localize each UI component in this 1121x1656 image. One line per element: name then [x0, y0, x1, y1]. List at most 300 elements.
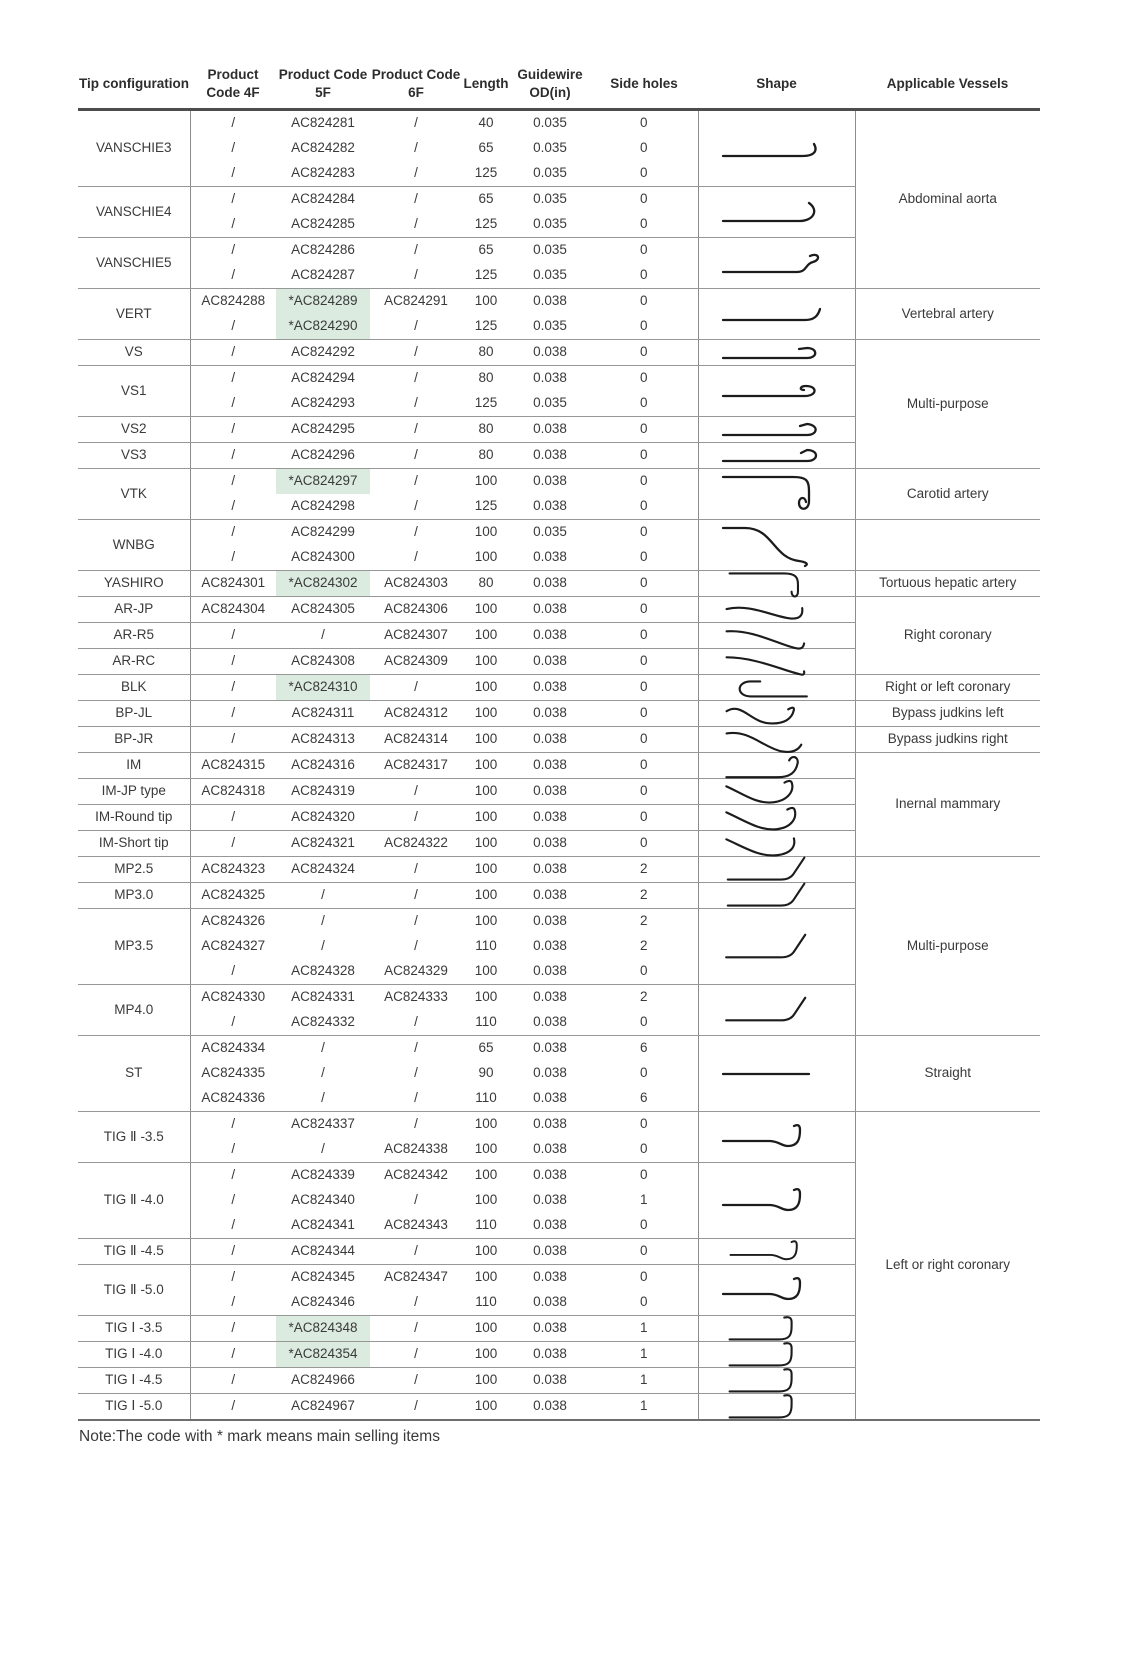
side-holes-cell: 0 — [590, 675, 698, 701]
side-holes-cell: 0 — [590, 340, 698, 366]
shape-cell — [698, 571, 855, 597]
shape-wnbg-icon — [714, 522, 840, 568]
code-5f-cell: *AC824354 — [276, 1342, 370, 1368]
table-row — [78, 597, 1040, 623]
shape-vs3-icon — [714, 445, 840, 467]
side-holes-cell: 0 — [639, 242, 648, 258]
tip-configuration-cell: VS1 — [78, 366, 190, 417]
table-row — [78, 753, 1040, 779]
length-cell: 100 — [474, 473, 498, 489]
side-holes-cell: 0 — [639, 473, 648, 489]
code-6f-cell: / — [370, 314, 462, 340]
applicable-vessels-cell: Vertebral artery — [855, 289, 1040, 340]
code-5f-cell: AC824331 — [291, 989, 355, 1005]
shape-arr5-icon — [714, 622, 840, 650]
shape-cell — [698, 753, 855, 779]
code-5f-cell: AC824340 — [291, 1192, 355, 1208]
shape-tig2-icon — [714, 1236, 840, 1267]
length-cell: 65 — [478, 1040, 494, 1056]
guidewire-od-cell: 0.038 — [533, 293, 567, 309]
shape-cell — [698, 1368, 855, 1394]
guidewire-od-cell: 0.038 — [533, 1269, 567, 1285]
tip-configuration-cell: AR-RC — [78, 649, 190, 675]
guidewire-od-cell: 0.038 — [510, 1368, 590, 1394]
tip-configuration-cell: TIG Ⅱ -3.5 — [78, 1112, 190, 1163]
shape-vs-icon — [714, 342, 840, 364]
side-holes-cell: 0 — [590, 545, 698, 571]
code-4f-cell: / — [190, 1137, 276, 1163]
code-5f-cell: AC824299 — [291, 524, 355, 540]
side-holes-cell: 0 — [590, 701, 698, 727]
code-4f-cell: / — [190, 340, 276, 366]
shape-vs1-icon — [714, 380, 840, 402]
guidewire-od-cell: 0.038 — [510, 1316, 590, 1342]
header-product-code-4f: Product Code 4F — [190, 64, 276, 110]
code-5f-cell: AC824320 — [276, 805, 370, 831]
code-4f-cell: / — [190, 1239, 276, 1265]
shape-yashiro-icon — [714, 568, 840, 599]
side-holes-cell: 1 — [590, 1316, 698, 1342]
code-6f-cell: / — [370, 545, 462, 571]
code-5f-cell: *AC824348 — [276, 1316, 370, 1342]
side-holes-cell: 0 — [590, 649, 698, 675]
tip-configuration-cell: VS3 — [78, 443, 190, 469]
code-4f-cell: / — [190, 649, 276, 675]
table-row — [78, 701, 1040, 727]
guidewire-od-cell: 0.038 — [510, 545, 590, 571]
guidewire-od-cell: 0.038 — [510, 649, 590, 675]
code-5f-cell: AC824341 — [276, 1213, 370, 1239]
tip-configuration-cell: VS — [78, 340, 190, 366]
side-holes-cell: 0 — [639, 140, 648, 156]
length-cell: 100 — [462, 779, 510, 805]
guidewire-od-cell: 0.038 — [533, 370, 567, 386]
code-6f-cell: / — [414, 473, 418, 489]
table-row — [78, 675, 1040, 701]
tip-configuration-cell: IM — [78, 753, 190, 779]
code-4f-cell: / — [190, 443, 276, 469]
code-4f-cell: AC824323 — [190, 857, 276, 883]
code-4f-cell: / — [190, 417, 276, 443]
guidewire-od-cell: 0.038 — [510, 701, 590, 727]
code-4f-cell: / — [231, 370, 236, 386]
code-5f-cell: AC824286 — [291, 242, 355, 258]
code-4f-cell: / — [190, 805, 276, 831]
side-holes-cell: 0 — [590, 779, 698, 805]
table-row — [78, 727, 1040, 753]
length-cell: 100 — [474, 524, 498, 540]
side-holes-cell: 0 — [639, 524, 648, 540]
length-cell: 125 — [462, 494, 510, 520]
code-5f-cell: AC824293 — [276, 391, 370, 417]
guidewire-od-cell: 0.038 — [533, 1167, 567, 1183]
shape-tig2-icon — [714, 1119, 840, 1155]
guidewire-od-cell: 0.038 — [533, 989, 567, 1005]
code-5f-cell: AC824324 — [276, 857, 370, 883]
side-holes-cell: 0 — [590, 494, 698, 520]
code-6f-cell: / — [414, 1040, 418, 1056]
length-cell: 110 — [462, 1010, 510, 1036]
code-6f-cell: / — [370, 340, 462, 366]
code-5f-cell: *AC824297 — [276, 469, 370, 495]
length-cell: 100 — [462, 727, 510, 753]
code-5f-cell: / — [321, 938, 325, 954]
length-cell: 100 — [474, 913, 498, 929]
guidewire-od-cell: 0.038 — [510, 1342, 590, 1368]
guidewire-od-cell: 0.038 — [510, 1290, 590, 1316]
length-cell: 110 — [462, 1290, 510, 1316]
guidewire-od-cell: 0.038 — [510, 857, 590, 883]
guidewire-od-cell: 0.038 — [533, 913, 567, 929]
length-cell: 40 — [478, 115, 494, 131]
guidewire-od-cell: 0.038 — [510, 1239, 590, 1265]
code-5f-cell: AC824344 — [276, 1239, 370, 1265]
length-cell: 100 — [462, 857, 510, 883]
table-row — [78, 289, 1040, 315]
header-side-holes: Side holes — [590, 64, 698, 110]
code-5f-cell: AC824300 — [276, 545, 370, 571]
length-cell: 125 — [462, 314, 510, 340]
side-holes-cell: 2 — [639, 913, 648, 929]
length-cell: 100 — [474, 1269, 498, 1285]
side-holes-cell: 0 — [590, 1239, 698, 1265]
guidewire-od-cell: 0.038 — [533, 1192, 567, 1208]
shape-cell — [698, 417, 855, 443]
side-holes-cell: 0 — [590, 831, 698, 857]
code-6f-cell: / — [370, 1290, 462, 1316]
code-4f-cell: / — [190, 1342, 276, 1368]
tip-configuration-cell: VANSCHIE4 — [78, 187, 190, 238]
side-holes-cell: 6 — [590, 1086, 698, 1112]
applicable-vessels-cell: Carotid artery — [855, 469, 1040, 520]
length-cell: 100 — [474, 1116, 498, 1132]
tip-configuration-cell: IM-Round tip — [78, 805, 190, 831]
code-6f-cell: / — [370, 263, 462, 289]
code-6f-cell: / — [370, 1316, 462, 1342]
side-holes-cell: 0 — [590, 1010, 698, 1036]
code-6f-cell: AC824342 — [384, 1167, 448, 1183]
shape-cell — [698, 1036, 855, 1112]
code-6f-cell: AC824307 — [370, 623, 462, 649]
shape-vert-icon — [714, 302, 840, 326]
code-5f-cell: AC824966 — [276, 1368, 370, 1394]
tip-configuration-cell: TIG Ⅱ -5.0 — [78, 1265, 190, 1316]
code-4f-cell: AC824330 — [201, 989, 266, 1005]
code-5f-cell: AC824281 — [291, 115, 355, 131]
table-body — [78, 110, 1040, 1421]
side-holes-cell: 0 — [639, 191, 648, 207]
code-4f-cell: / — [190, 212, 276, 238]
applicable-vessels-cell: Inernal mammary — [855, 753, 1040, 857]
code-5f-cell: / — [276, 1137, 370, 1163]
side-holes-cell: 1 — [639, 1192, 648, 1208]
tip-configuration-cell: BP-JL — [78, 701, 190, 727]
tip-configuration-cell: VS2 — [78, 417, 190, 443]
code-6f-cell: / — [414, 913, 418, 929]
side-holes-cell: 1 — [590, 1394, 698, 1421]
code-4f-cell: / — [231, 1167, 236, 1183]
guidewire-od-cell: 0.038 — [510, 1086, 590, 1112]
shape-cell — [698, 340, 855, 366]
table-header — [78, 64, 1040, 110]
side-holes-cell: 2 — [639, 989, 648, 1005]
length-cell: 100 — [462, 701, 510, 727]
length-cell: 100 — [462, 1368, 510, 1394]
table-row — [78, 340, 1040, 366]
code-6f-cell: / — [370, 391, 462, 417]
length-cell: 125 — [462, 391, 510, 417]
code-5f-cell: AC824967 — [276, 1394, 370, 1421]
code-4f-cell: / — [231, 473, 236, 489]
shape-cell — [698, 1394, 855, 1421]
applicable-vessels-cell: Right coronary — [855, 597, 1040, 675]
tip-configuration-cell: TIG Ⅰ -4.5 — [78, 1368, 190, 1394]
side-holes-cell: 0 — [639, 115, 648, 131]
guidewire-od-cell: 0.038 — [510, 675, 590, 701]
shape-cell — [698, 520, 855, 571]
tip-configuration-cell: MP3.0 — [78, 883, 190, 909]
length-cell: 100 — [462, 623, 510, 649]
shape-st-icon — [714, 1064, 840, 1084]
length-cell: 100 — [462, 545, 510, 571]
shape-cell — [698, 727, 855, 753]
side-holes-cell: 0 — [639, 370, 648, 386]
guidewire-od-cell: 0.038 — [510, 753, 590, 779]
side-holes-cell: 0 — [590, 597, 698, 623]
shape-cell — [698, 1112, 855, 1163]
side-holes-cell: 2 — [590, 857, 698, 883]
code-6f-cell: / — [370, 443, 462, 469]
guidewire-od-cell: 0.035 — [533, 191, 567, 207]
code-6f-cell: / — [370, 494, 462, 520]
side-holes-cell: 0 — [639, 293, 648, 309]
code-5f-cell: AC824285 — [276, 212, 370, 238]
shape-mp-icon — [714, 931, 840, 963]
code-6f-cell: / — [370, 161, 462, 187]
guidewire-od-cell: 0.035 — [510, 212, 590, 238]
code-4f-cell: / — [190, 545, 276, 571]
header-applicable-vessels: Applicable Vessels — [855, 64, 1040, 110]
guidewire-od-cell: 0.035 — [533, 242, 567, 258]
code-6f-cell: AC824312 — [370, 701, 462, 727]
code-4f-cell: / — [190, 1394, 276, 1421]
shape-tig1-icon — [714, 1391, 840, 1422]
code-5f-cell: AC824308 — [276, 649, 370, 675]
code-5f-cell: AC824295 — [276, 417, 370, 443]
side-holes-cell: 0 — [590, 263, 698, 289]
shape-cell — [698, 805, 855, 831]
code-6f-cell: / — [370, 212, 462, 238]
length-cell: 125 — [462, 212, 510, 238]
code-4f-cell: AC824304 — [190, 597, 276, 623]
code-4f-cell: / — [190, 831, 276, 857]
code-4f-cell: / — [231, 524, 236, 540]
code-6f-cell: / — [370, 675, 462, 701]
length-cell: 100 — [462, 805, 510, 831]
guidewire-od-cell: 0.038 — [510, 959, 590, 985]
side-holes-cell: 0 — [590, 571, 698, 597]
code-4f-cell: AC824315 — [190, 753, 276, 779]
applicable-vessels-cell: Multi-purpose — [855, 340, 1040, 469]
applicable-vessels-cell: Abdominal aorta — [855, 110, 1040, 289]
applicable-vessels-cell: Left or right coronary — [855, 1112, 1040, 1421]
code-6f-cell: AC824322 — [370, 831, 462, 857]
code-4f-cell: / — [231, 242, 236, 258]
length-cell: 100 — [462, 675, 510, 701]
shape-cell — [698, 1163, 855, 1239]
code-6f-cell: AC824309 — [370, 649, 462, 675]
guidewire-od-cell: 0.038 — [510, 417, 590, 443]
applicable-vessels-cell: Tortuous hepatic artery — [855, 571, 1040, 597]
length-cell: 100 — [474, 1192, 498, 1208]
tip-configuration-cell: BP-JR — [78, 727, 190, 753]
length-cell: 65 — [478, 140, 494, 156]
guidewire-od-cell: 0.038 — [533, 938, 567, 954]
code-6f-cell: / — [370, 857, 462, 883]
tip-configuration-cell: TIG Ⅱ -4.5 — [78, 1239, 190, 1265]
code-5f-cell: *AC824310 — [276, 675, 370, 701]
code-5f-cell: *AC824289 — [276, 289, 370, 315]
guidewire-od-cell: 0.038 — [510, 1213, 590, 1239]
length-cell: 100 — [462, 883, 510, 909]
table-row — [78, 1112, 1040, 1138]
length-cell: 125 — [462, 263, 510, 289]
length-cell: 65 — [478, 191, 494, 207]
code-4f-cell: AC824318 — [190, 779, 276, 805]
guidewire-od-cell: 0.035 — [533, 140, 567, 156]
footnote: Note:The code with * mark means main selling items — [79, 1428, 440, 1445]
header-guidewire-od: Guidewire OD(in) — [510, 64, 590, 110]
side-holes-cell: 1 — [590, 1342, 698, 1368]
shape-cell — [698, 238, 855, 289]
code-5f-cell: AC824337 — [291, 1116, 355, 1132]
guidewire-od-cell: 0.035 — [510, 391, 590, 417]
code-6f-cell: AC824338 — [370, 1137, 462, 1163]
tip-configuration-cell: VTK — [78, 469, 190, 520]
applicable-vessels-cell: Right or left coronary — [855, 675, 1040, 701]
code-4f-cell: / — [231, 191, 236, 207]
guidewire-od-cell: 0.038 — [510, 623, 590, 649]
code-5f-cell: AC824321 — [276, 831, 370, 857]
code-6f-cell: AC824314 — [370, 727, 462, 753]
tip-configuration-cell: VANSCHIE3 — [78, 110, 190, 187]
code-4f-cell: AC824336 — [190, 1086, 276, 1112]
guidewire-od-cell: 0.038 — [510, 571, 590, 597]
code-4f-cell: / — [190, 314, 276, 340]
shape-cell — [698, 443, 855, 469]
code-6f-cell: / — [414, 191, 418, 207]
code-4f-cell: / — [190, 1290, 276, 1316]
shape-tig2-icon — [714, 1183, 840, 1219]
length-cell: 80 — [462, 443, 510, 469]
code-4f-cell: / — [190, 391, 276, 417]
code-6f-cell: AC824303 — [370, 571, 462, 597]
side-holes-cell: 2 — [590, 883, 698, 909]
code-6f-cell: / — [370, 805, 462, 831]
tip-configuration-cell: MP3.5 — [78, 909, 190, 985]
shape-vs2-icon — [714, 419, 840, 441]
code-4f-cell: AC824335 — [201, 1065, 266, 1081]
length-cell: 110 — [462, 1213, 510, 1239]
side-holes-cell: 0 — [639, 1065, 648, 1081]
shape-arrc-icon — [714, 648, 840, 676]
length-cell: 100 — [462, 753, 510, 779]
code-4f-cell: AC824327 — [201, 938, 266, 954]
applicable-vessels-cell: Multi-purpose — [855, 857, 1040, 1036]
code-4f-cell: / — [190, 161, 276, 187]
side-holes-cell: 0 — [639, 1269, 648, 1285]
code-4f-cell: AC824301 — [190, 571, 276, 597]
code-4f-cell: / — [190, 1316, 276, 1342]
guidewire-od-cell: 0.038 — [510, 805, 590, 831]
side-holes-cell: 0 — [639, 1167, 648, 1183]
header-product-code-6f: Product Code 6F — [370, 64, 462, 110]
shape-cell — [698, 289, 855, 340]
side-holes-cell: 0 — [590, 212, 698, 238]
code-5f-cell: AC824332 — [276, 1010, 370, 1036]
code-5f-cell: / — [276, 883, 370, 909]
tip-configuration-cell: YASHIRO — [78, 571, 190, 597]
guidewire-od-cell: 0.038 — [510, 597, 590, 623]
code-6f-cell: AC824329 — [370, 959, 462, 985]
shape-arjp-icon — [714, 596, 840, 624]
guidewire-od-cell: 0.038 — [533, 1065, 567, 1081]
length-cell: 80 — [462, 340, 510, 366]
tip-configuration-cell: VERT — [78, 289, 190, 340]
shape-cell — [698, 883, 855, 909]
applicable-vessels-cell — [855, 520, 1040, 571]
shape-cell — [698, 110, 855, 187]
guidewire-od-cell: 0.035 — [510, 314, 590, 340]
shape-cell — [698, 675, 855, 701]
code-5f-cell: AC824284 — [291, 191, 355, 207]
code-4f-cell: AC824325 — [190, 883, 276, 909]
code-6f-cell: / — [414, 1192, 418, 1208]
shape-vanschie4-icon — [714, 197, 840, 227]
code-6f-cell: / — [414, 1116, 418, 1132]
guidewire-od-cell: 0.038 — [510, 494, 590, 520]
code-5f-cell: AC824319 — [276, 779, 370, 805]
code-6f-cell: AC824343 — [370, 1213, 462, 1239]
table-row — [78, 520, 1040, 546]
side-holes-cell: 0 — [590, 623, 698, 649]
guidewire-od-cell: 0.038 — [533, 473, 567, 489]
shape-tig2-icon — [714, 1272, 840, 1308]
code-6f-cell: / — [370, 883, 462, 909]
code-5f-cell: *AC824290 — [276, 314, 370, 340]
guidewire-od-cell: 0.035 — [510, 161, 590, 187]
shape-cell — [698, 649, 855, 675]
code-6f-cell: / — [370, 779, 462, 805]
header-length: Length — [462, 64, 510, 110]
side-holes-cell: 0 — [590, 314, 698, 340]
guidewire-od-cell: 0.038 — [510, 1010, 590, 1036]
code-6f-cell: / — [414, 115, 418, 131]
code-4f-cell: AC824326 — [201, 913, 266, 929]
code-5f-cell: AC824283 — [276, 161, 370, 187]
code-6f-cell: / — [370, 1086, 462, 1112]
tip-configuration-cell: IM-Short tip — [78, 831, 190, 857]
code-5f-cell: AC824311 — [276, 701, 370, 727]
tip-configuration-cell: MP4.0 — [78, 985, 190, 1036]
shape-bpjl-icon — [714, 700, 840, 728]
tip-configuration-cell: AR-R5 — [78, 623, 190, 649]
tip-configuration-cell: WNBG — [78, 520, 190, 571]
code-5f-cell: AC824298 — [276, 494, 370, 520]
side-holes-cell: 6 — [639, 1040, 648, 1056]
side-holes-cell: 0 — [639, 1116, 648, 1132]
table-row — [78, 110, 1040, 137]
